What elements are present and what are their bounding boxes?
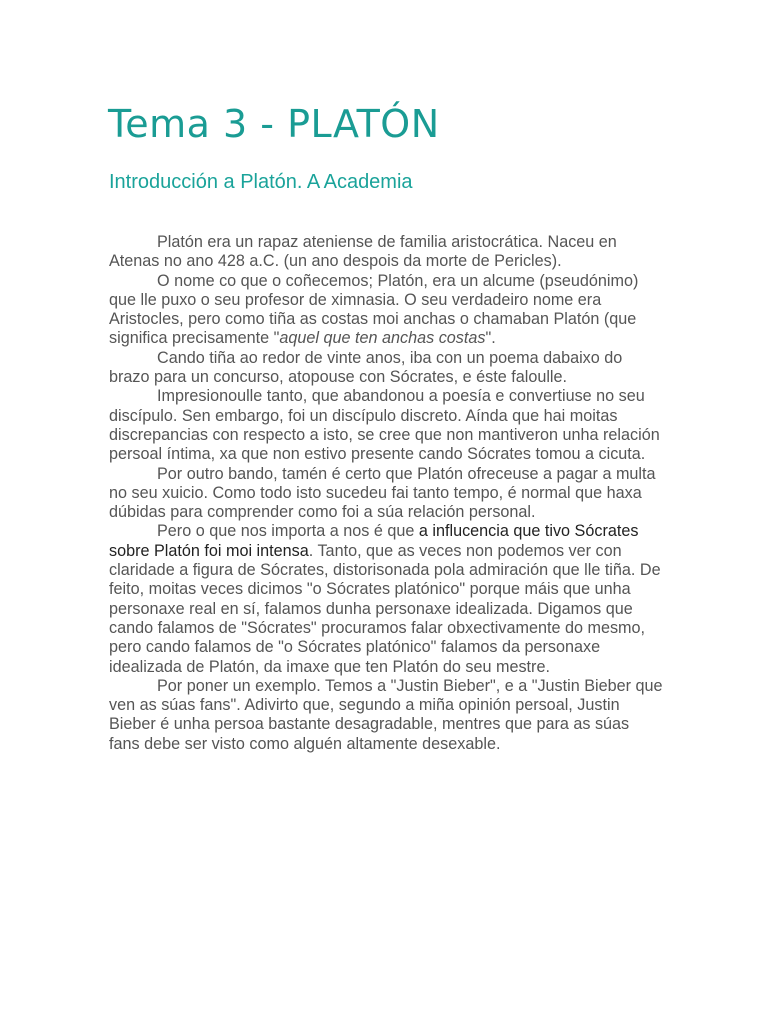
paragraph-1: Platón era un rapaz ateniense de familia aristocrática. Naceu en Atenas no ano 428 a.C. (un ano despois da morte de Pericles).	[109, 233, 617, 271]
section-subtitle: Introducción a Platón. A Academia	[109, 171, 413, 193]
page-title: Tema 3 - PLATÓN	[108, 102, 440, 146]
italic-phrase: aquel que ten anchas costas	[279, 329, 486, 348]
paragraph-3: Cando tiña ao redor de vinte anos, iba con un poema dabaixo do brazo para un concurso, atopouse con Sócrates, e éste faloulle.	[109, 348, 623, 387]
paragraph-4: Impresionoulle tanto, que abandonou a poesía e convertiuse no seu discípulo. Sen embargo, foi un discípulo discreto. Aínda que hai moitas discrepancias con respecto a isto, se cree que non mantiveron unha relación persoal íntima, xa que non estivo presente cando Sócrates tomou a cicuta.	[109, 387, 660, 464]
paragraph-7: Por poner un exemplo. Temos a "Justin Bieber", e a "Justin Bieber que ven as súas fans". Adivirto que, segundo a miña opinión persoal, Justin Bieber é unha persoa bastante desagradable, mentres que para as súas fans debe ser visto como alguén altamente desexable.	[109, 676, 663, 753]
paragraph-6: Pero o que nos importa a nos é que a influcencia que tivo Sócrates sobre Platón foi moi intensa. Tanto, que as veces non podemos ver con claridade a figura de Sócrates, distorisonada pola admiración que lle tiña. De feito, moitas veces dicimos "o Sócrates platónico" porque máis que unha personaxe real en sí, falamos dunha personaxe idealizada. Digamos que cando falamos de "Sócrates" procuramos falar obxectivamente do mesmo, pero cando falamos de "o Sócrates platónico" falamos da personaxe idealizada de Platón, da imaxe que ten Platón do seu mestre.	[109, 522, 661, 676]
paragraph-5: Por outro bando, tamén é certo que Platón ofreceuse a pagar a multa no seu xuicio. Como todo isto sucedeu fai tanto tempo, é normal que haxa dúbidas para comprender como foi a súa relación personal.	[109, 464, 656, 522]
paragraph-2: O nome co que o coñecemos; Platón, era un alcume (pseudónimo) que lle puxo o seu profesor de ximnasia. O seu verdadeiro nome era Aristocles, pero como tiña as costas moi anchas o chamaban Platón (que significa precisamente "aquel que ten anchas costas".	[109, 271, 639, 348]
highlighted-phrase: a influcencia que tivo Sócrates sobre Platón foi moi intensa	[109, 522, 639, 560]
body-text	[109, 233, 663, 754]
